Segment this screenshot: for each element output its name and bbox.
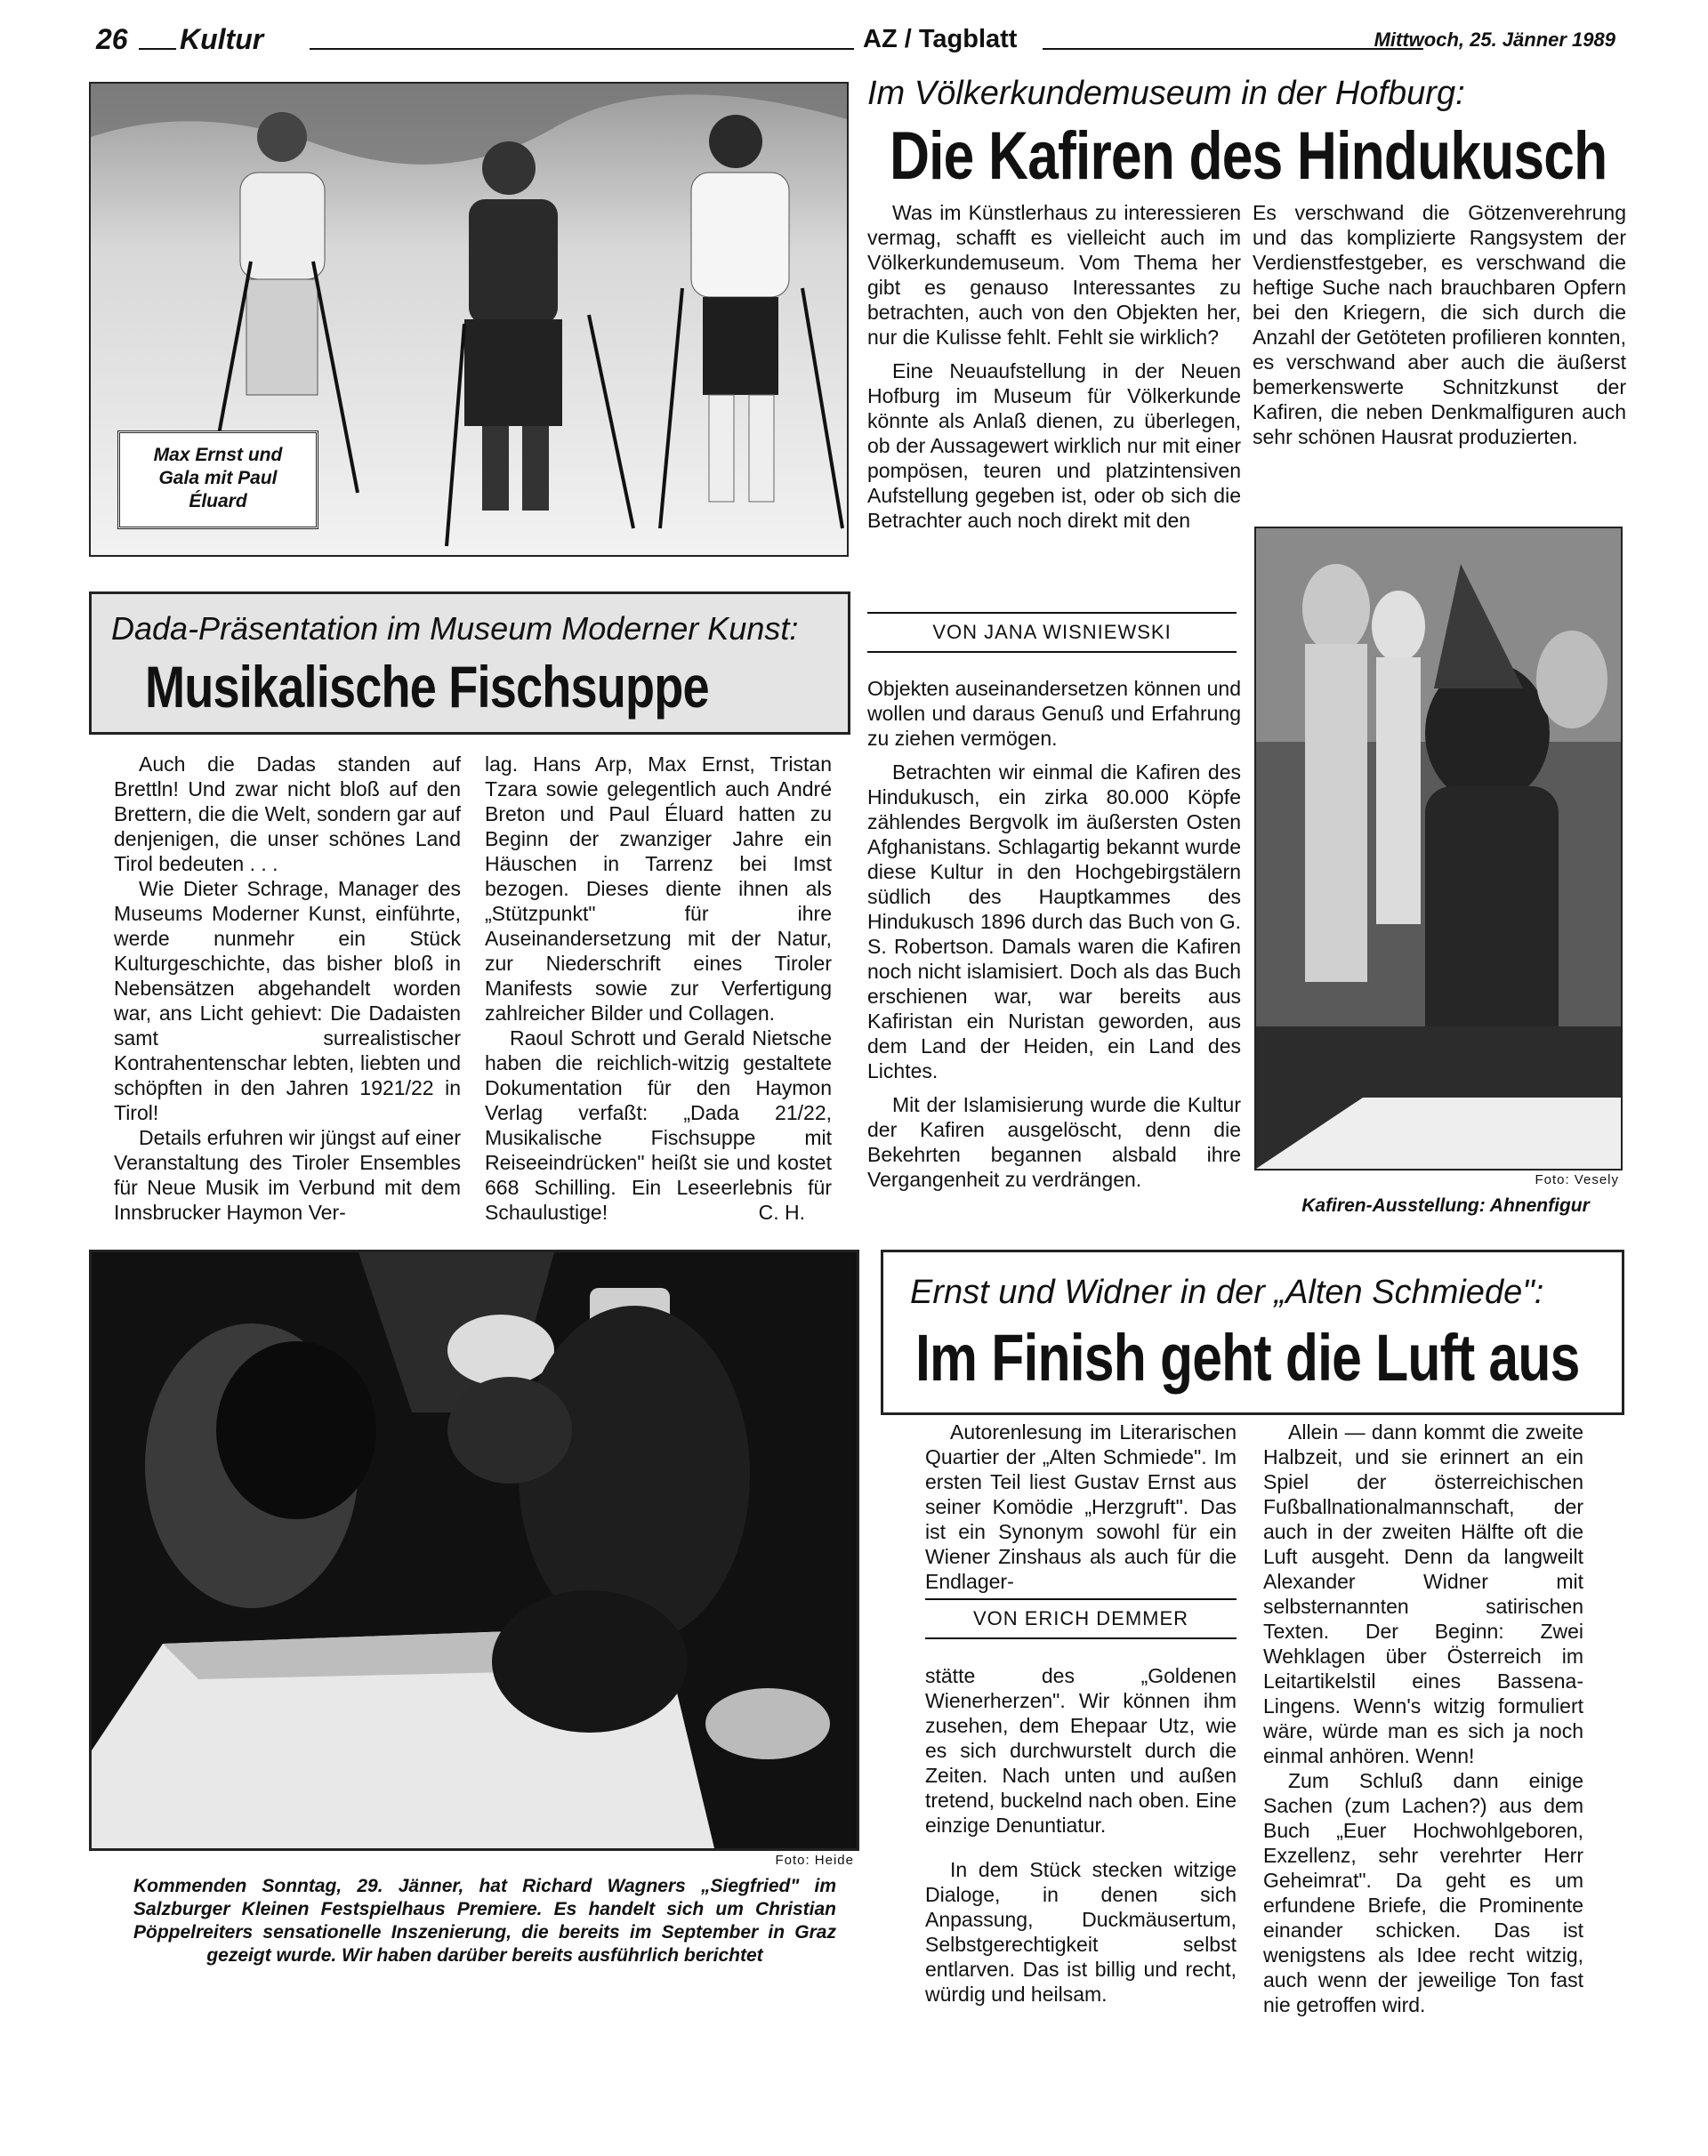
- schmiede-column-2: [1263, 1420, 1583, 2017]
- kafiren-column-1-bottom: [867, 676, 1241, 1192]
- paragraph: Es verschwand die Götzenverehrung und das komplizierte Rangsystem der Verdienstfestgeber, es verschwand die heftige Suche nach brauchbaren Opfern bei den Kriegern, die sich durch die Anzahl der Getöteten profilieren konnten, es verschwand aber auch die äußerst bemerkenswerte Schnitzkunst der Kafiren, die neben Denkmalfiguren auch sehr schönen Hausrat produzierten.: [1253, 201, 1626, 448]
- kafiren-photo-credit: Foto: Vesely: [1535, 1172, 1619, 1187]
- paragraph: In dem Stück stecken witzige Dialoge, in denen sich Anpassung, Duckmäusertum, Selbstgerechtigkeit selbst entlarven. Das ist billig und recht, würdig und heilsam.: [925, 1858, 1237, 2006]
- dada-column-1: [114, 752, 461, 1225]
- dada-column-2: [485, 752, 832, 1225]
- paragraph: Zum Schluß dann einige Sachen (zum Lachen?) aus dem Buch „Euer Hochwohlgeboren, Exzellenz, sehr verehrter Herr Geheimrat". Da geht es um erfundene Briefe, die Prominente einander schicken. Das ist wenigstens als Idee recht witzig, auch wenn der jeweilige Ton fast nie getroffen wird.: [1263, 1769, 1583, 2016]
- paragraph: Betrachten wir einmal die Kafiren des Hindukusch, ein zirka 80.000 Köpfe zählendes Bergvolk im äußersten Osten Afghanistans. Schlagartig bekannt wurde diese Kultur in den Hochgebirgstälern südlich des Hauptkammes des Hindukusch 1896 durch das Buch von G. S. Robertson. Damals waren die Kafiren noch nicht islamisiert. Doch als das Buch erschienen war, war bereits aus Kafiristan ein Nuristan geworden, aus dem Land der Heiden, ein Land des Lichtes.: [867, 760, 1241, 1082]
- paragraph: Eine Neuaufstellung in der Neuen Hofburg im Museum für Völkerkunde könnte als Anlaß dienen, zu überlegen, ob der Aussagewert wirklich nur mit einer pompösen, teuren und platzintensiven Aufstellung gegeben ist, oder ob sich die Betrachter auch noch direkt mit den: [867, 359, 1241, 532]
- siegfried-photo-caption: Kommenden Sonntag, 29. Jänner, hat Richard Wagners „Siegfried" im Salzburger Kleinen Festspielhaus Premiere. Es handelt sich um Christian Pöppelreiters sensationelle Inszenierung, die bereits im September in Graz gezeigt wurde. Wir haben darüber bereits ausführlich berichtet: [133, 1876, 836, 1966]
- siegfried-photo: [89, 1250, 859, 1851]
- paragraph: Raoul Schrott und Gerald Nietsche haben die reichlich-witzig gestaltete Dokumentation für den Haymon Verlag verfaßt: „Dada 21/22, Musikalische Fischsuppe mit Reiseeindrücken" heißt sie und kostet 668 Schilling. Ein Leseerlebnis für Schaulustige!: [485, 1026, 832, 1224]
- kafiren-byline: VON JANA WISNIEWSKI: [867, 612, 1237, 653]
- paragraph: Auch die Dadas standen auf Brettln! Und zwar nicht bloß auf den Brettern, die die Welt, sondern gar auf denjenigen, die unser schönes Land Tirol bedeuten . . .: [114, 752, 461, 875]
- kafiren-column-2: [1253, 200, 1626, 449]
- paragraph: Allein — dann kommt die zweite Halbzeit, und sie erinnert an ein Spiel der österreichischen Fußballnationalmannschaft, der auch in der zweiten Hälfte oft die Luft ausgeht. Denn da langweilt Alexander Widner mit selbsternannten satirischen Texten. Der Beginn: Zwei Wehklagen über Österreich im Leitartikelstil eines Bassena-Lingens. Wenn's witzig formuliert wäre, würde man es sich ja noch einmal anhören. Wenn!: [1263, 1420, 1583, 1767]
- dada-headline-box: [89, 591, 850, 735]
- page-number: 26: [96, 23, 128, 55]
- issue-date: Mittwoch, 25. Jänner 1989: [1374, 28, 1615, 51]
- section-name: Kultur: [180, 23, 264, 55]
- paragraph: Mit der Islamisierung wurde die Kultur der Kafiren ausgelöscht, denn die Bekehrten begannen alsbald ihre Vergangenheit zu verdrängen.: [867, 1093, 1241, 1191]
- dada-kicker: Dada-Präsentation im Museum Moderner Kunst:: [111, 610, 799, 647]
- kafiren-kicker: Im Völkerkundemuseum in der Hofburg:: [867, 75, 1465, 112]
- schmiede-column-1-bottom: [925, 1663, 1237, 2007]
- siegfried-photo-credit: Foto: Heide: [775, 1853, 854, 1868]
- schmiede-byline: VON ERICH DEMMER: [925, 1598, 1237, 1639]
- newspaper-name: AZ / Tagblatt: [863, 25, 1018, 53]
- paragraph: Wie Dieter Schrage, Manager des Museums Moderner Kunst, einführte, werde nunmehr ein Stück Kulturgeschichte, das bisher bloß in Nebensätzen abgehandelt worden war, ans Licht gehievt: Die Dadaisten samt surrealistischer Kontrahentenschar lebten, liebten und schöpften in den Jahren 1921/22 in Tirol!: [114, 877, 461, 1124]
- kafiren-photo-caption: Kafiren-Ausstellung: Ahnenfigur: [1301, 1195, 1590, 1216]
- page-header: [89, 20, 1619, 59]
- photo-caption-box: [117, 430, 318, 529]
- schmiede-headline: Im Finish geht die Luft aus: [915, 1321, 1580, 1395]
- paragraph: Autorenlesung im Literarischen Quartier der „Alten Schmiede". Im ersten Teil liest Gustav Ernst aus seiner Komödie „Herzgruft". Das ist ein Synonym sowohl für ein Wiener Zinshaus als auch für die Endlager-: [925, 1420, 1237, 1593]
- schmiede-column-1-top: [925, 1420, 1237, 1594]
- paragraph: Objekten auseinandersetzen können und wollen und daraus Genuß und Erfahrung zu ziehen vermögen.: [867, 677, 1241, 750]
- paragraph: lag. Hans Arp, Max Ernst, Tristan Tzara sowie gelegentlich auch André Breton und Paul Éluard hatten zu Beginn der zwanziger Jahre ein Häuschen in Tarrenz bei Imst bezogen. Dieses diente ihnen als „Stützpunkt" für ihre Auseinandersetzung mit der Natur, zur Niederschrift eines Tiroler Manifests sowie zur Verfertigung zahlreicher Bilder und Collagen.: [485, 752, 832, 1025]
- paragraph: Was im Künstlerhaus zu interessieren vermag, schafft es vielleicht auch im Völkerkundemuseum. Vom Thema her gibt es genauso Interessantes zu betrachten, auch von den Objekten her, nur die Kulisse fehlt. Fehlt sie wirklich?: [867, 201, 1241, 349]
- kafiren-column-1-top: [867, 200, 1241, 533]
- kafiren-photo: [1254, 527, 1623, 1171]
- dada-headline: Musikalische Fischsuppe: [145, 654, 709, 720]
- article-signature: C. H.: [758, 1201, 805, 1224]
- photo-caption: Max Ernst und Gala mit Paul Éluard: [153, 445, 283, 511]
- schmiede-kicker: Ernst und Widner in der „Alten Schmiede":: [910, 1274, 1544, 1311]
- kafiren-headline: Die Kafiren des Hindukusch: [890, 118, 1607, 194]
- schmiede-headline-box: [881, 1250, 1624, 1415]
- ski-photo: [89, 82, 849, 557]
- paragraph: stätte des „Goldenen Wienerherzen". Wir können ihm zusehen, dem Ehepaar Utz, wie es sich durchwurstelt durch die Zeiten. Nach unten und außen tretend, buckelnd nach oben. Eine einzige Denuntiatur.: [925, 1664, 1237, 1837]
- paragraph: Details erfuhren wir jüngst auf einer Veranstaltung des Tiroler Ensembles für Neue Musik im Verbund mit dem Innsbrucker Haymon Ver-: [114, 1126, 461, 1224]
